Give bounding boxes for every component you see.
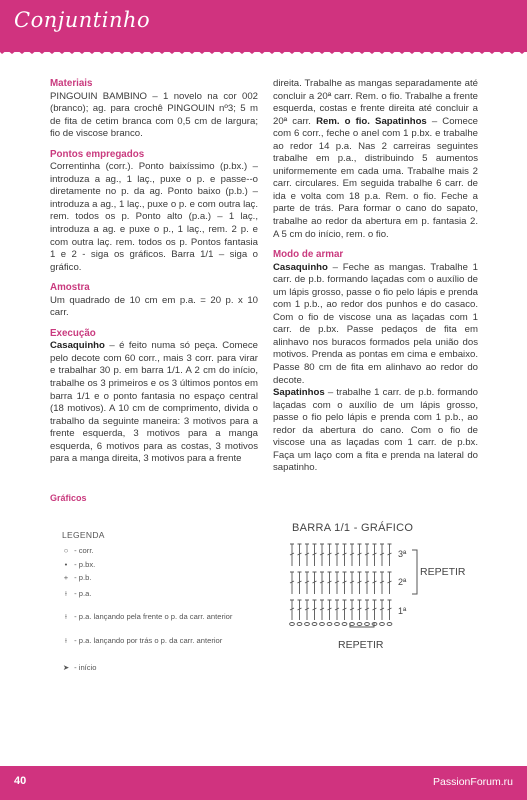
stitch-mark [328,544,332,566]
legend-label: - p.b. [74,573,92,582]
sapatinhos-lead: Rem. o fio. Sapatinhos [316,115,427,127]
chain-mark [387,623,392,626]
legend-item-pa-back [60,636,222,646]
stitch-mark [305,600,309,620]
legend-label: - p.a. [74,589,92,598]
chain-mark [357,623,362,626]
materiais-text: PINGOUIN BAMBINO – 1 novelo na cor 002 (branco); ag. para crochê PINGOUIN nº3; 5 m de fita de cetim branca com 0,5 cm de largura; fio de viscose branco. [50,90,258,140]
legend-label: - p.a. lançando pela frente o p. da carr. anterior [74,612,233,621]
stitch-mark [313,544,317,566]
stitch-mark [290,600,294,620]
stitch-mark [298,544,302,566]
left-column [50,78,258,466]
stitch-mark [298,572,302,594]
materiais-heading: Materiais [50,78,93,89]
stitch-mark [305,544,309,566]
stitch-mark [358,544,362,566]
legend-item-pa-front [60,612,232,622]
stitch-mark [365,600,369,620]
stitch-mark [365,572,369,594]
modo-casaquinho-paragraph [273,262,478,387]
page-number: 40 [14,775,27,787]
chain-mark [297,623,302,626]
row-label-1: 1ª [398,606,407,616]
chain-mark [380,623,385,626]
chain-mark [327,623,332,626]
modo-sapatinhos-text: – trabalhe 1 carr. de p.b. formando laçadas com o auxílio de um lápis grosso, passe o fio pelo lápis e prenda com 1 p.b., ao redor da abertura do cano. Com o fio de viscose una as laçadas com 1 carr. de p.bx. Faça um laço com a fita e prenda na lateral do sapatinho. [273,387,478,474]
stitch-mark [290,572,294,594]
legend-label: - p.bx. [74,560,96,569]
stitch-mark [343,544,347,566]
crochet-chart [280,536,490,661]
amostra-text: Um quadrado de 10 cm em p.a. = 20 p. x 10 carr. [50,294,258,319]
chain-mark [312,623,317,626]
stitch-mark [358,572,362,594]
modo-sapatinhos-lead: Sapatinhos [273,387,325,399]
amostra-heading: Amostra [50,282,90,294]
chain-mark [342,623,347,626]
execucao-heading: Execução [50,327,96,339]
footer-site-link[interactable]: PassionForum.ru [433,776,513,788]
stitch-mark [388,572,392,594]
stitch-mark [328,572,332,594]
legend-title: LEGENDA [62,530,105,540]
stitch-mark [305,572,309,594]
execucao-text: – é feito numa só peça. Comece pelo decote com 60 corr., mais 3 corr. para virar e trabalhar 30 p. em barra 1/1. A 2 cm do início, trabalhe os 3 primeiros e os 3 últimos pontos em barra 1/1 e o ponto fantasia no espaço central (18 motivos). A 10 cm de comprimento, divida o trabalho da seguinte maneira: 3 motivos para a frente esquerda, 3 motivos para a manga esquerda, 6 motivos para as costas, 3 motivos para a manga direita, 3 motivos para a frente [50,340,258,465]
chain-mark [320,623,325,626]
slip-stitch-symbol-icon: • [64,560,68,569]
page-title: Conjuntinho [14,8,151,32]
casaquinho-lead: Casaquinho [50,340,105,352]
repeat-label-bottom: REPETIR [338,639,384,651]
chart-stitches [290,544,392,626]
repeat-label-right: REPETIR [420,566,466,578]
stitch-mark [335,600,339,620]
legend-label: - início [74,663,97,672]
legend-item-pa [60,589,91,599]
stitch-mark [350,544,354,566]
stitch-mark [380,572,384,594]
stitch-mark [313,572,317,594]
pontos-text: Correntinha (corr.). Ponto baixíssimo (p.bx.) – introduza a ag., 1 laç., puxe o p. e passe--o diretamente no p. da ag. Ponto baixo (p.b.) – introduza a ag., 1 laç., puxe o p. e com outra laç. rem. todos os p. Ponto alto (p.a.) – 1 laç., introduza a ag. e puxe o p., 1 laç., rem. 2 p. e com outra laç. rem. todos os p. Pontos fantasia 1 e 2 - siga os gráficos. Barra 1/1 – siga o gráfico. [50,161,258,273]
stitch-mark [388,544,392,566]
row-label-2: 2ª [398,577,407,587]
legend-label: - corr. [74,546,94,555]
legend-item-pbx [60,560,95,569]
graficos-heading: Gráficos [50,493,87,503]
stitch-mark [320,544,324,566]
stitch-mark [335,572,339,594]
chain-mark [365,623,370,626]
header-zigzag-border [0,46,527,56]
modo-de-armar-heading: Modo de armar [273,249,344,261]
stitch-mark [380,544,384,566]
stitch-mark [313,600,317,620]
stitch-mark [365,544,369,566]
chain-mark [290,623,295,626]
stitch-mark [350,600,354,620]
row-label-3: 3ª [398,549,407,559]
legend-item-pb [60,573,91,582]
stitch-mark [343,600,347,620]
execucao-paragraph [50,340,258,465]
legend-item-inicio [60,663,97,672]
stitch-mark [373,600,377,620]
back-post-symbol-icon: ⟊ [65,636,67,645]
repeat-bracket-right [412,550,417,594]
stitch-mark [350,572,354,594]
stitch-mark [380,600,384,620]
stitch-mark [358,600,362,620]
stitch-mark [373,544,377,566]
legend-label: - p.a. lançando por trás o p. da carr. anterior [74,636,223,645]
stitch-mark [290,544,294,566]
single-crochet-symbol-icon: + [63,573,69,582]
right-column [273,78,478,475]
sapatinhos-text: – Comece com 6 corr., feche o anel com 1 p.bx. e trabalhe ao redor 14 p.a. Nas 2 carreiras seguintes trabalhe em p.a., distribuindo 5 aumentos uniformemente em cada uma. Trabalhe mais 2 carr. circulares. Em seguida trabalhe 6 carr. de ida e volta com 18 p.a. Rem. o fio. Feche a parte de trás. Para formar o cano do sapato, trabalhe ao redor da abertura em p. fantasia 2. A 5 cm do início, rem. o fio. [273,115,479,240]
stitch-mark [320,600,324,620]
stitch-mark [298,600,302,620]
continuation-text [273,78,478,241]
continuation-text-body: direita. Trabalhe as mangas separadamente até concluir a 20ª carr. Rem. o fio. Trabalhe a frente esquerda, costas e frente direita até concluir a 20ª carr. [273,78,478,127]
stitch-mark [388,600,392,620]
stitch-mark [373,572,377,594]
chain-symbol-icon: ○ [63,546,69,555]
legend-item-corr [60,546,94,555]
modo-casaquinho-text: – Feche as mangas. Trabalhe 1 carr. de p.b. formando laçadas com o auxílio de um lápis grosso, passe o fio pelo lápis e prenda com 1 p.b., ao redor dos punhos e do casaco. Com o fio de viscose una as laçadas com 1 carr. de p.bx. Passe pedaços de fita em alinhavo nos buracos formados pela união dos motivos. Prenda as pontas em cima e embaixo. Passe 80 cm de fita em alinhavo ao redor do decote. [273,261,478,386]
front-post-symbol-icon: ⟊ [65,612,67,621]
chart-title: BARRA 1/1 - GRÁFICO [292,522,414,534]
modo-sapatinhos-paragraph [273,387,478,475]
start-arrow-icon: ➤ [62,663,70,672]
modo-casaquinho-lead: Casaquinho [273,261,328,273]
double-crochet-symbol-icon: ⟊ [65,589,67,598]
stitch-mark [328,600,332,620]
chain-mark [335,623,340,626]
pontos-heading: Pontos empregados [50,148,145,160]
stitch-mark [343,572,347,594]
stitch-mark [320,572,324,594]
stitch-mark [335,544,339,566]
chain-mark [305,623,310,626]
